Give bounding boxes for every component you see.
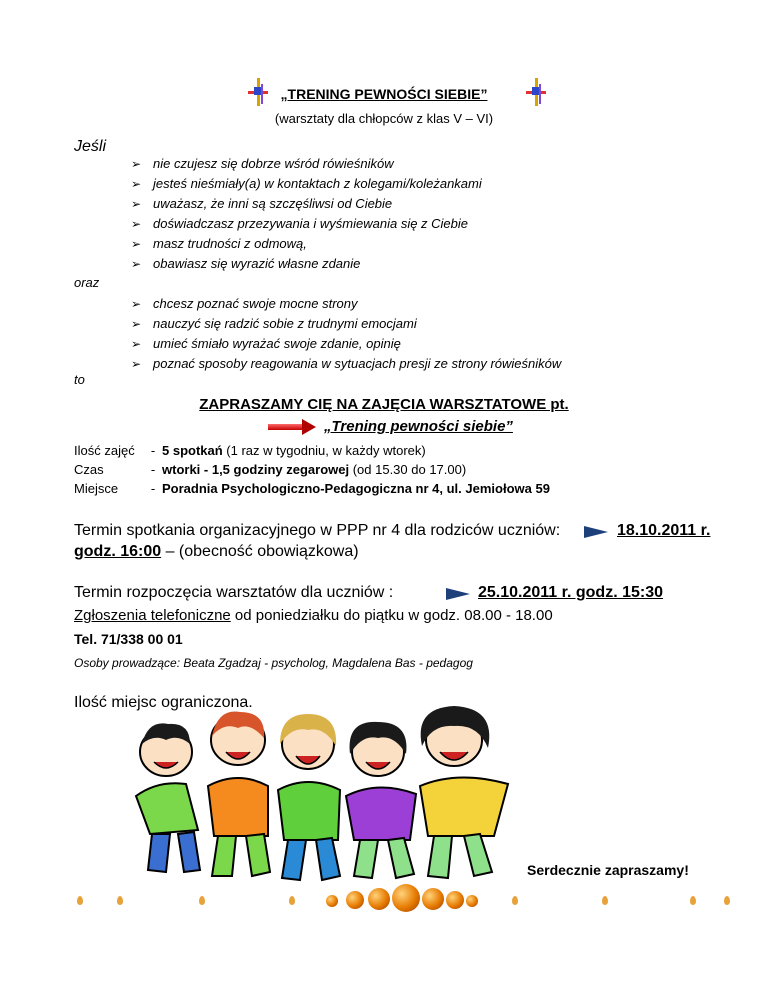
ornament-ball-icon [326, 895, 338, 907]
leaders-text: Osoby prowadzące: Beata Zgadzaj - psycholog, Magdalena Bas - pedagog [74, 656, 473, 670]
list-item: ➢ doświadczasz przezywania i wyśmiewania się z Ciebie [131, 214, 482, 234]
ornament-ball-icon [446, 891, 464, 909]
footer-ornament [0, 888, 768, 916]
start-text: Termin rozpoczęcia warsztatów dla uczniów : [74, 584, 394, 601]
list-item: ➢ masz trudności z odmową, [131, 234, 482, 254]
child-figure [208, 712, 270, 877]
arrow-bullet-icon: ➢ [131, 357, 142, 371]
arrow-bullet-icon: ➢ [131, 317, 142, 331]
invitation-heading: ZAPRASZAMY CIĘ NA ZAJĘCIA WARSZTATOWE pt. [199, 396, 569, 413]
detail-count: Ilość zajęć - 5 spotkań (1 raz w tygodniu, w każdy wtorek) [74, 443, 426, 458]
then-label: to [74, 372, 85, 387]
detail-place: Miejsce - Poradnia Psychologiczno-Pedagogiczna nr 4, ul. Jemiołowa 59 [74, 481, 550, 496]
ornament-drop-icon [602, 896, 608, 905]
arrow-bullet-icon: ➢ [131, 337, 142, 351]
ornament-drop-icon [117, 896, 123, 905]
meeting-time: godz. 16:00 – (obecność obowiązkowa) [74, 543, 359, 560]
arrow-bullet-icon: ➢ [131, 257, 142, 271]
child-figure [420, 706, 508, 878]
arrow-bullet-icon: ➢ [131, 237, 142, 251]
list-item: ➢ umieć śmiało wyrażać swoje zdanie, opinię [131, 334, 561, 354]
if-list [131, 154, 482, 274]
meeting-text: Termin spotkania organizacyjnego w PPP nr 4 dla rodziców uczniów: [74, 522, 561, 539]
arrow-bullet-icon: ➢ [131, 157, 142, 171]
arrow-bullet-icon: ➢ [131, 217, 142, 231]
list-item: ➢ obawiasz się wyrazić własne zdanie [131, 254, 482, 274]
and-list [131, 294, 561, 374]
ornament-drop-icon [199, 896, 205, 905]
detail-time: Czas - wtorki - 1,5 godziny zegarowej (od 15.30 do 17.00) [74, 462, 467, 477]
ornament-drop-icon [512, 896, 518, 905]
navy-arrow-icon [584, 525, 610, 539]
closing-text: Serdecznie zapraszamy! [527, 862, 689, 878]
ornament-drop-icon [77, 896, 83, 905]
start-date: 25.10.2011 r. godz. 15:30 [478, 584, 664, 601]
meeting-date: 18.10.2011 r. [617, 522, 711, 539]
ornament-ball-icon [466, 895, 478, 907]
ornament-ball-icon [392, 884, 420, 912]
list-item: ➢ nauczyć się radzić sobie z trudnymi emocjami [131, 314, 561, 334]
list-item: ➢ chcesz poznać swoje mocne strony [131, 294, 561, 314]
ornament-ball-icon [422, 888, 444, 910]
registration-text: Zgłoszenia telefoniczne od poniedziałku do piątku w godz. 08.00 - 18.00 [74, 607, 553, 624]
and-label: oraz [74, 275, 100, 290]
child-figure [136, 723, 200, 872]
if-label: Jeśli [74, 138, 107, 155]
cross-ornament-icon-right [526, 78, 546, 106]
list-item: ➢ nie czujesz się dobrze wśród rówieśników [131, 154, 482, 174]
arrow-bullet-icon: ➢ [131, 197, 142, 211]
ornament-drop-icon [289, 896, 295, 905]
list-item: ➢ poznać sposoby reagowania w sytuacjach presji ze strony rówieśników [131, 354, 561, 374]
page-title: „TRENING PEWNOŚCI SIEBIE” [280, 86, 488, 102]
arrow-bullet-icon: ➢ [131, 177, 142, 191]
ornament-ball-icon [368, 888, 390, 910]
arrow-bullet-icon: ➢ [131, 297, 142, 311]
list-item: ➢ jesteś nieśmiały(a) w kontaktach z kolegami/koleżankami [131, 174, 482, 194]
invitation-workshop-name: „Trening pewności siebie” [324, 418, 513, 435]
ornament-drop-icon [690, 896, 696, 905]
phone-number: Tel. 71/338 00 01 [74, 631, 183, 647]
limited-seats-text: Ilość miejsc ograniczona. [74, 694, 253, 711]
list-item: ➢ uważasz, że inni są szczęśliwsi od Ciebie [131, 194, 482, 214]
children-illustration [128, 700, 528, 890]
ornament-ball-icon [346, 891, 364, 909]
child-figure [346, 722, 416, 878]
red-arrow-icon [268, 421, 316, 433]
child-figure [278, 714, 340, 880]
ornament-drop-icon [724, 896, 730, 905]
page-subtitle: (warsztaty dla chłopców z klas V – VI) [274, 111, 494, 126]
navy-arrow-icon [446, 587, 472, 601]
